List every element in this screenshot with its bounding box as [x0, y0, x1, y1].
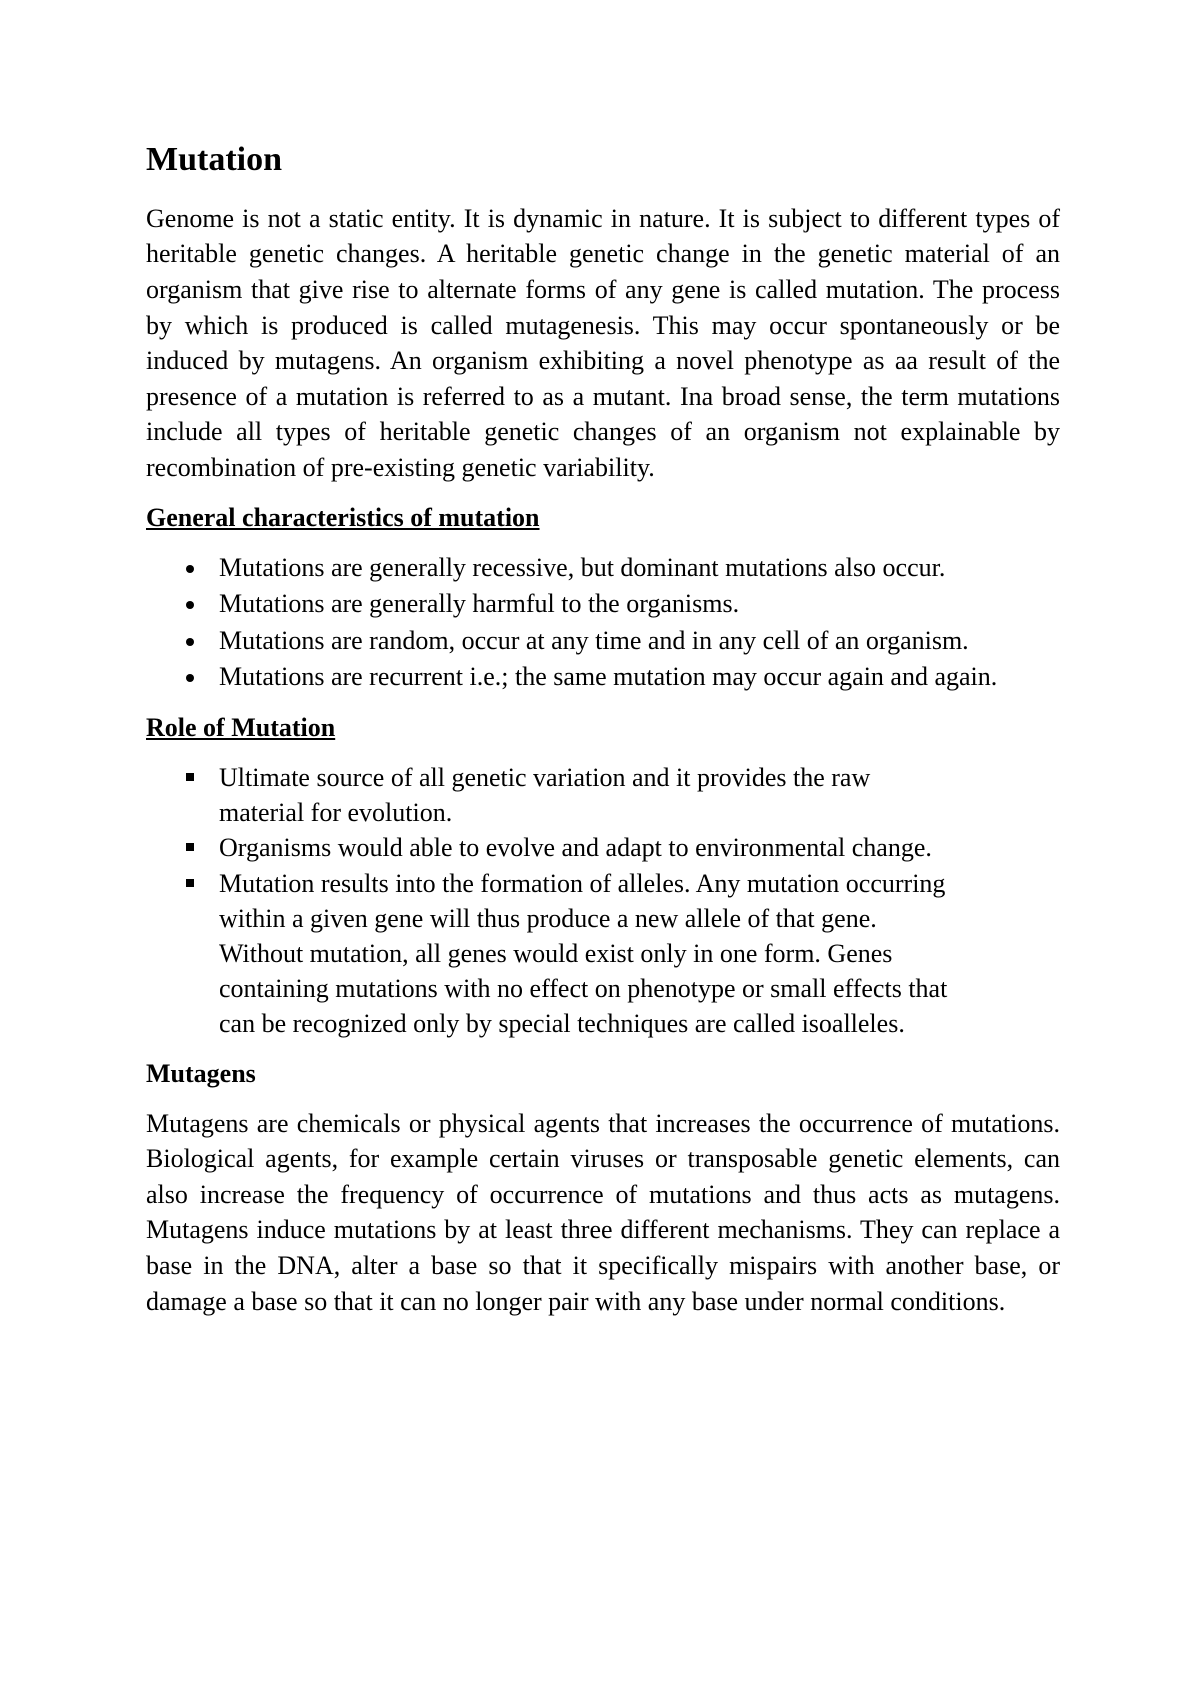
- list-item-text: Mutations are generally recessive, but dominant mutations also occur.: [219, 552, 946, 582]
- characteristics-list: [146, 550, 1060, 696]
- bullet-square-icon: [186, 830, 206, 866]
- list-item-text: Mutations are random, occur at any time and in any cell of an organism.: [219, 625, 969, 655]
- role-list: [146, 760, 1060, 1042]
- bullet-dot-icon: [186, 550, 206, 586]
- bullet-dot-icon: [186, 659, 206, 695]
- list-item: [146, 830, 960, 865]
- role-heading: Role of Mutation: [146, 712, 336, 742]
- list-item-text: Ultimate source of all genetic variation and it provides the raw material for evolution.: [219, 762, 871, 828]
- list-item-text: Organisms would able to evolve and adapt to environmental change.: [219, 833, 932, 863]
- list-item: [146, 623, 1060, 660]
- list-item: [146, 866, 960, 1042]
- bullet-dot-icon: [186, 586, 206, 622]
- list-item-text: Mutation results into the formation of alleles. Any mutation occurring within a given gene will thus produce a new allele of that gene. Without mutation, all genes would exist only in one form. Genes containing mutations with no effect on phenotype or small effects that can be recognized only by special techniques are called isoalleles.: [219, 868, 948, 1039]
- list-item: [146, 760, 960, 830]
- intro-paragraph: Genome is not a static entity. It is dynamic in nature. It is subject to different types of heritable genetic changes. A heritable genetic change in the genetic material of an organism that give rise to alternate forms of any gene is called mutation. The process by which is produced is called mutagenesis. This may occur spontaneously or be induced by mutagens. An organism exhibiting a novel phenotype as aa result of the presence of a mutation is referred to as a mutant. Ina broad sense, the term mutations include all types of heritable genetic changes of an organism not explainable by recombination of pre-existing genetic variability.: [146, 203, 1060, 482]
- mutagens-heading: Mutagens: [146, 1058, 256, 1088]
- list-item: [146, 586, 1060, 623]
- bullet-square-icon: [186, 866, 206, 902]
- mutagens-paragraph: Mutagens are chemicals or physical agents that increases the occurrence of mutations. Biological agents, for example certain viruses or transposable genetic elements, can also increase the frequency of occurrence of mutations and thus acts as mutagens. Mutagens induce mutations by at least three different mechanisms. They can replace a base in the DNA, alter a base so that it specifically mispairs with another base, or damage a base so that it can no longer pair with any base under normal conditions.: [146, 1108, 1060, 1316]
- bullet-dot-icon: [186, 623, 206, 659]
- characteristics-heading: General characteristics of mutation: [146, 502, 540, 532]
- list-item: [146, 659, 1060, 696]
- bullet-square-icon: [186, 760, 206, 796]
- list-item: [146, 550, 1060, 587]
- document-page: [146, 140, 1060, 1319]
- list-item-text: Mutations are generally harmful to the organisms.: [219, 589, 740, 619]
- list-item-text: Mutations are recurrent i.e.; the same mutation may occur again and again.: [219, 662, 998, 692]
- page-title: Mutation: [146, 141, 282, 178]
